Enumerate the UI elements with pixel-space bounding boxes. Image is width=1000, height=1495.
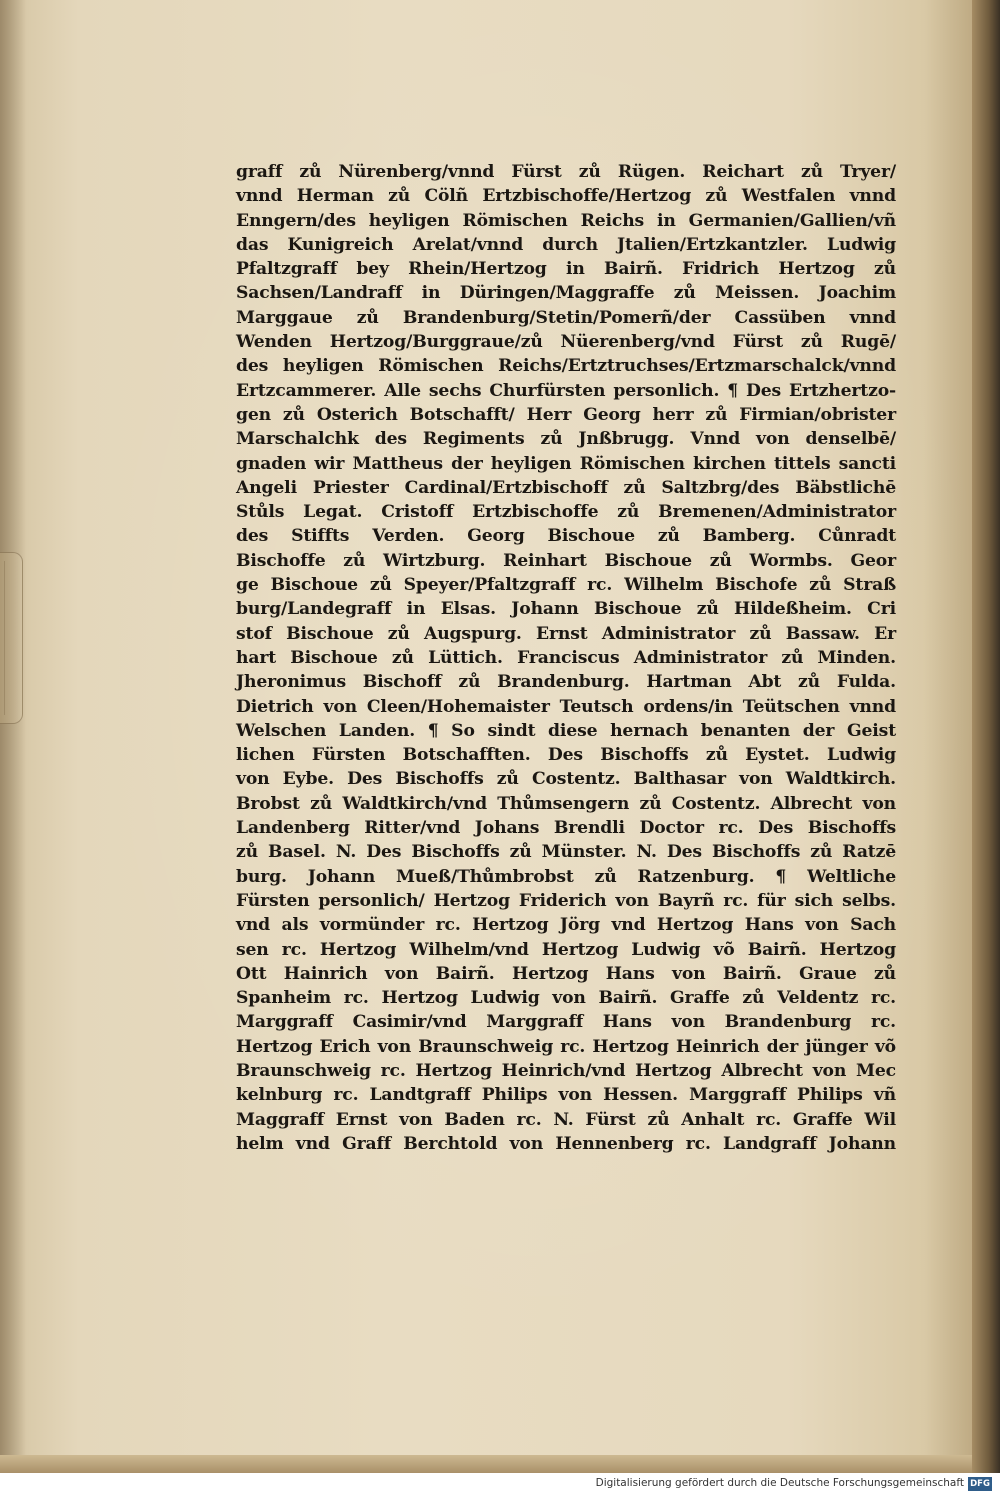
text-line: sen rc. Hertzog Wilhelm/vnd Hertzog Ludwig võ Bairñ. Hertzog [236, 939, 896, 960]
text-line: Marggaue zů Brandenburg/Stetin/Pomerñ/der Cassüben vnnd [236, 307, 896, 328]
text-line: hart Bischoue zů Lüttich. Franciscus Administrator zů Minden. [236, 647, 896, 668]
text-line: Landenberg Ritter/vnd Johans Brendli Doctor rc. Des Bischoffs [236, 818, 896, 839]
text-line: Marggraff Casimir/vnd Marggraff Hans von Brandenburg rc. [236, 1012, 896, 1033]
text-line: Brobst zů Waldtkirch/vnd Thůmsengern zů Costentz. Albrecht von [236, 793, 896, 814]
text-line: das Kunigreich Arelat/vnnd durch Jtalien/Ertzkantzler. Ludwig [236, 234, 896, 255]
text-line: graff zů Nürenberg/vnnd Fürst zů Rügen. Reichart zů Tryer/ [236, 162, 896, 182]
page-bottom-edge [0, 1455, 983, 1473]
text-line: Angeli Priester Cardinal/Ertzbischoff zů Saltzbrg/des Bäbstlichē [236, 477, 896, 498]
page-right-edge [972, 0, 1000, 1473]
text-line: vnd als vormünder rc. Hertzog Jörg vnd Hertzog Hans von Sach [236, 915, 896, 936]
text-line: Stůls Legat. Cristoff Ertzbischoffe zů Bremenen/Administrator [236, 502, 896, 523]
text-line: helm vnd Graff Berchtold von Hennenberg rc. Landgraff Johann [236, 1133, 896, 1154]
text-line: Sachsen/Landraff in Düringen/Maggraffe zů Meissen. Joachim [236, 283, 896, 304]
text-line: Jheronimus Bischoff zů Brandenburg. Hartman Abt zů Fulda. [236, 672, 896, 693]
text-line: Maggraff Ernst von Baden rc. N. Fürst zů Anhalt rc. Graffe Wil [236, 1109, 896, 1130]
text-line: Wenden Hertzog/Burggraue/zů Nüerenberg/vnd Fürst zů Rugē/ [236, 332, 896, 353]
footer-credit-text: Digitalisierung gefördert durch die Deutsche Forschungsgemeinschaft [595, 1477, 964, 1489]
page-tab [0, 552, 23, 724]
text-line: burg/Landegraff in Elsas. Johann Bischoue zů Hildeßheim. Cri [236, 599, 896, 620]
text-line: Marschalchk des Regiments zů Jnßbrugg. Vnnd von denselbē/ [236, 429, 896, 450]
text-line: ge Bischoue zů Speyer/Pfaltzgraff rc. Wilhelm Bischofe zů Straß [236, 575, 896, 596]
text-line: lichen Fürsten Botschafften. Des Bischoffs zů Eystet. Ludwig [236, 745, 896, 766]
text-line: Spanheim rc. Hertzog Ludwig von Bairñ. Graffe zů Veldentz rc. [236, 988, 896, 1009]
text-line: Ott Hainrich von Bairñ. Hertzog Hans von Bairñ. Graue zů [236, 963, 896, 984]
printed-text-block [236, 160, 896, 1156]
text-line: Hertzog Erich von Braunschweig rc. Hertzog Heinrich der jünger võ [236, 1036, 896, 1057]
text-line: stof Bischoue zů Augspurg. Ernst Administrator zů Bassaw. Er [236, 623, 896, 644]
text-line: gnaden wir Mattheus der heyligen Römischen kirchen tittels sancti [236, 453, 896, 474]
text-line: Enngern/des heyligen Römischen Reichs in Germanien/Gallien/vñ [236, 210, 896, 231]
text-line: Dietrich von Cleen/Hohemaister Teutsch ordens/in Teütschen vnnd [236, 696, 896, 717]
text-line: vnnd Herman zů Cölñ Ertzbischoffe/Hertzog zů Westfalen vnnd [236, 186, 896, 207]
text-line: des Stiffts Verden. Georg Bischoue zů Bamberg. Cůnradt [236, 526, 896, 547]
text-line: gen zů Osterich Botschafft/ Herr Georg herr zů Firmian/obrister [236, 404, 896, 425]
text-line: von Eybe. Des Bischoffs zů Costentz. Balthasar von Waldtkirch. [236, 769, 896, 790]
text-line: burg. Johann Mueß/Thůmbrobst zů Ratzenburg. ¶ Weltliche [236, 866, 896, 887]
text-line: Pfaltzgraff bey Rhein/Hertzog in Bairñ. Fridrich Hertzog zů [236, 259, 896, 280]
text-line: Bischoffe zů Wirtzburg. Reinhart Bischoue zů Wormbs. Geor [236, 550, 896, 571]
text-line: zů Basel. N. Des Bischoffs zů Münster. N. Des Bischoffs zů Ratzē [236, 842, 896, 863]
text-line: Braunschweig rc. Hertzog Heinrich/vnd Hertzog Albrecht von Mec [236, 1060, 896, 1081]
text-line: Fürsten personlich/ Hertzog Friderich von Bayrñ rc. für sich selbs. [236, 890, 896, 911]
text-line: kelnburg rc. Landtgraff Philips von Hessen. Marggraff Philips vñ [236, 1085, 896, 1106]
text-line: Ertzcammerer. Alle sechs Churfürsten personlich. ¶ Des Ertzhertzo- [236, 380, 896, 401]
footer-bar [0, 1473, 1000, 1495]
text-line: des heyligen Römischen Reichs/Ertztruchses/Ertzmarschalck/vnnd [236, 356, 896, 377]
dfg-logo: DFG [968, 1477, 992, 1491]
text-line: Welschen Landen. ¶ So sindt diese hernach benanten der Geist [236, 720, 896, 741]
gutter-shadow [0, 0, 26, 1473]
